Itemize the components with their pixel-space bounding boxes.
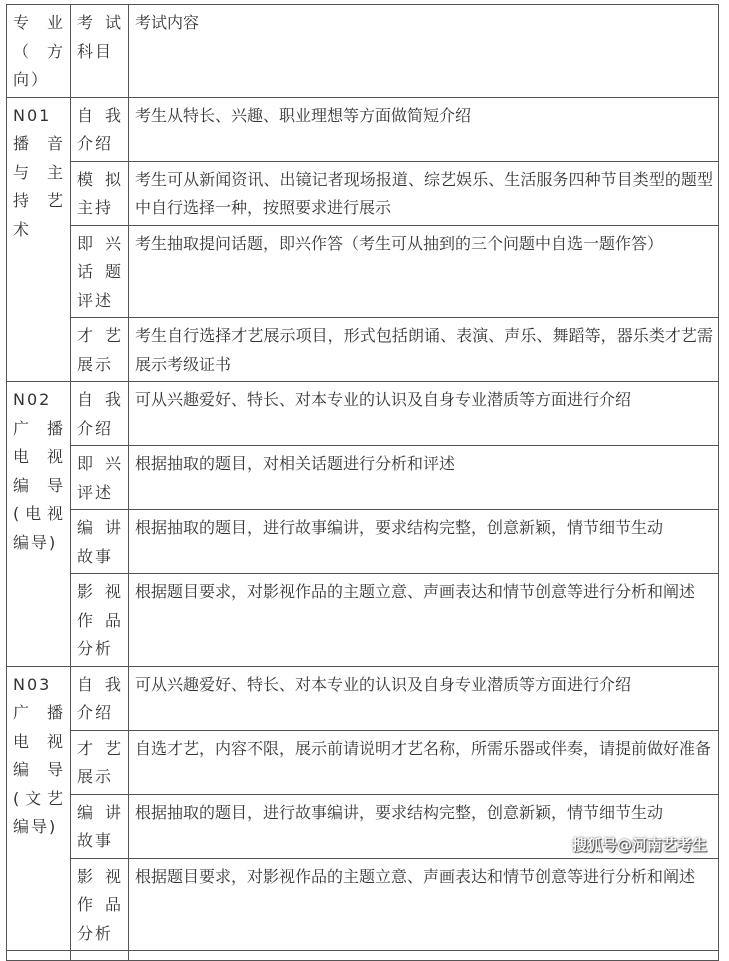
table-row <box>7 225 719 318</box>
table-row <box>7 446 719 510</box>
watermark-text: 搜狐号@河南艺考生 <box>572 836 708 854</box>
empty-cell <box>7 951 71 961</box>
subject-cell: 自我介绍 <box>71 382 129 446</box>
content-cell: 根据抽取的题目，对相关话题进行分析和评述 <box>129 446 719 510</box>
header-subject: 考试科目 <box>71 5 129 98</box>
content-cell: 根据抽取的题目，进行故事编讲，要求结构完整，创意新颖，情节细节生动 <box>129 510 719 574</box>
content-cell: 自选才艺，内容不限，展示前请说明才艺名称，所需乐器或伴奏，请提前做好准备 <box>129 730 719 794</box>
subject-cell: 才艺展示 <box>71 318 129 382</box>
subject-cell: 影视作品分析 <box>71 858 129 951</box>
content-cell: 考生从特长、兴趣、职业理想等方面做简短介绍 <box>129 97 719 161</box>
table-row <box>7 318 719 382</box>
table-row <box>7 161 719 225</box>
table-row <box>7 666 719 730</box>
subject-cell: 自我介绍 <box>71 97 129 161</box>
subject-cell: 即兴话题评述 <box>71 225 129 318</box>
subject-cell: 模拟主持 <box>71 161 129 225</box>
subject-cell: 编讲故事 <box>71 794 129 858</box>
table-row <box>7 858 719 951</box>
content-cell: 考生自行选择才艺展示项目，形式包括朗诵、表演、声乐、舞蹈等，器乐类才艺需展示考级证书 <box>129 318 719 382</box>
subject-cell: 即兴评述 <box>71 446 129 510</box>
content-cell: 可从兴趣爱好、特长、对本专业的认识及自身专业潜质等方面进行介绍 <box>129 666 719 730</box>
table-row-partial <box>7 951 719 961</box>
watermark <box>572 834 707 855</box>
content-cell: 根据抽取的题目，进行故事编讲，要求结构完整，创意新颖，情节细节生动 <box>129 794 719 858</box>
subject-cell: 自我介绍 <box>71 666 129 730</box>
content-cell: 考生抽取提问话题，即兴作答（考生可从抽到的三个问题中自选一题作答） <box>129 225 719 318</box>
subject-cell: 影视作品分析 <box>71 574 129 667</box>
exam-table <box>6 4 719 961</box>
table-row <box>7 382 719 446</box>
empty-cell <box>129 951 719 961</box>
content-cell: 根据题目要求，对影视作品的主题立意、声画表达和情节创意等进行分析和阐述 <box>129 858 719 951</box>
empty-cell <box>71 951 129 961</box>
header-major: 专业（方向） <box>7 5 71 98</box>
major-cell: N01播音与主持艺术 <box>7 97 71 382</box>
content-cell: 考生可从新闻资讯、出镜记者现场报道、综艺娱乐、生活服务四种节目类型的题型中自行选择一种，按照要求进行展示 <box>129 161 719 225</box>
subject-cell: 编讲故事 <box>71 510 129 574</box>
header-content: 考试内容 <box>129 5 719 98</box>
content-cell: 根据题目要求，对影视作品的主题立意、声画表达和情节创意等进行分析和阐述 <box>129 574 719 667</box>
table-row <box>7 574 719 667</box>
major-cell: N03广播电视编导(文艺编导) <box>7 666 71 951</box>
content-cell: 可从兴趣爱好、特长、对本专业的认识及自身专业潜质等方面进行介绍 <box>129 382 719 446</box>
major-cell: N02广播电视编导(电视编导) <box>7 382 71 667</box>
table-row <box>7 97 719 161</box>
table-row <box>7 510 719 574</box>
table-row <box>7 730 719 794</box>
table-header-row <box>7 5 719 98</box>
exam-table-body <box>7 5 719 961</box>
subject-cell: 才艺展示 <box>71 730 129 794</box>
